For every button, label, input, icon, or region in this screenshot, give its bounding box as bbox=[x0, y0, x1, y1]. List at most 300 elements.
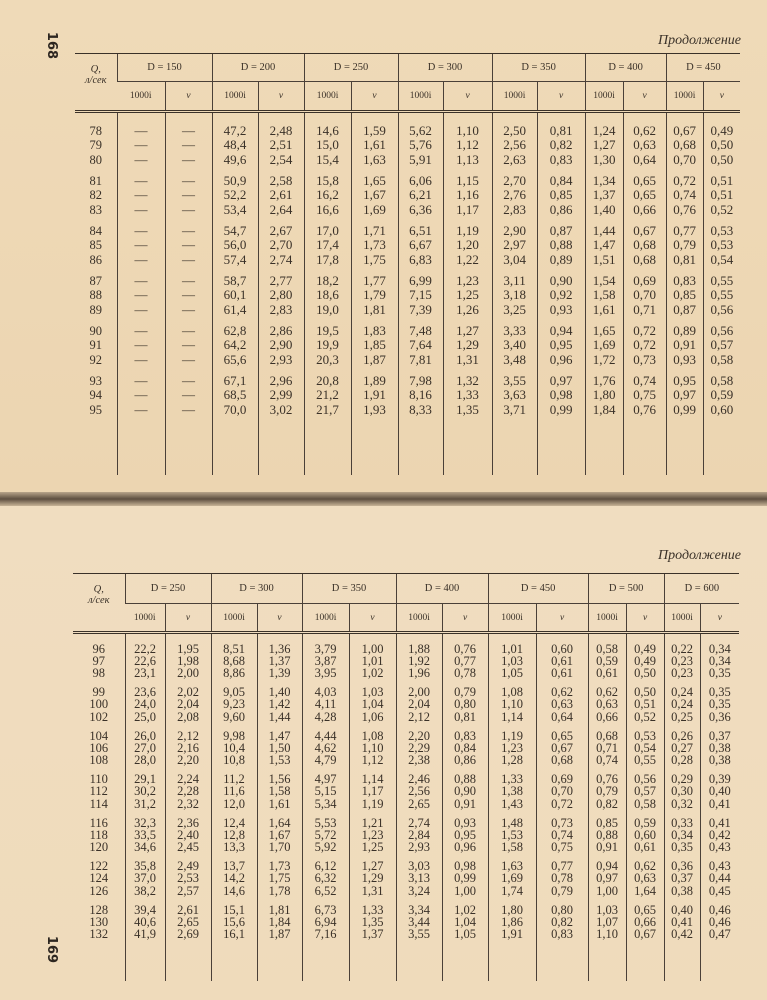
velocity-cell: 1,02 bbox=[442, 904, 488, 916]
table-row bbox=[75, 324, 740, 339]
head-loss-cell: 9,23 bbox=[211, 698, 257, 710]
head-loss-cell: 1,33 bbox=[488, 773, 536, 785]
head-loss-cell: 4,44 bbox=[302, 730, 349, 742]
head-loss-cell: 38,2 bbox=[125, 885, 165, 897]
head-loss-cell: 0,40 bbox=[664, 904, 700, 916]
head-loss-cell: 0,95 bbox=[666, 374, 703, 389]
velocity-cell: 1,58 bbox=[257, 785, 302, 797]
head-loss-cell: 0,66 bbox=[588, 711, 626, 723]
spacer-cell bbox=[125, 941, 165, 981]
velocity-cell: 0,68 bbox=[536, 754, 588, 766]
spacer-cell bbox=[396, 633, 442, 643]
diameter-header: D = 600 bbox=[664, 574, 739, 604]
velocity-cell: 0,57 bbox=[626, 785, 664, 797]
velocity-cell: 1,61 bbox=[257, 798, 302, 810]
head-loss-cell: 6,36 bbox=[398, 203, 443, 218]
head-loss-cell: 9,98 bbox=[211, 730, 257, 742]
head-loss-cell: — bbox=[117, 238, 165, 253]
velocity-cell: 1,83 bbox=[351, 324, 398, 339]
velocity-cell: 1,08 bbox=[349, 730, 396, 742]
velocity-cell: 0,67 bbox=[623, 224, 666, 239]
hydraulic-table bbox=[75, 53, 740, 475]
head-loss-cell: 1,58 bbox=[488, 841, 536, 853]
book-page-168 bbox=[0, 0, 767, 492]
velocity-cell: 0,46 bbox=[700, 904, 739, 916]
head-loss-cell: 0,22 bbox=[664, 643, 700, 655]
diameter-header: D = 350 bbox=[492, 54, 585, 82]
head-loss-subheader: 1000i bbox=[304, 82, 351, 112]
head-loss-cell: — bbox=[117, 388, 165, 403]
head-loss-cell: — bbox=[117, 138, 165, 153]
head-loss-cell: 34,6 bbox=[125, 841, 165, 853]
head-loss-cell: 0,24 bbox=[664, 698, 700, 710]
velocity-cell: 0,79 bbox=[536, 885, 588, 897]
head-loss-cell: 5,92 bbox=[302, 841, 349, 853]
head-loss-cell: 7,64 bbox=[398, 338, 443, 353]
head-loss-cell: 15,1 bbox=[211, 904, 257, 916]
head-loss-cell: 0,32 bbox=[664, 798, 700, 810]
velocity-cell: — bbox=[165, 303, 212, 318]
page-gutter bbox=[0, 492, 767, 506]
velocity-cell: 0,74 bbox=[623, 374, 666, 389]
head-loss-cell: 68,5 bbox=[212, 388, 258, 403]
spacer-cell bbox=[351, 112, 398, 124]
diameter-header: D = 250 bbox=[125, 574, 211, 604]
velocity-cell: 0,87 bbox=[537, 224, 585, 239]
head-loss-cell: 0,59 bbox=[588, 655, 626, 667]
velocity-cell: 1,93 bbox=[351, 403, 398, 418]
velocity-cell: 0,35 bbox=[700, 667, 739, 679]
head-loss-cell: 57,4 bbox=[212, 253, 258, 268]
head-loss-cell: 3,71 bbox=[492, 403, 537, 418]
head-loss-cell: 70,0 bbox=[212, 403, 258, 418]
head-loss-cell: 3,03 bbox=[396, 860, 442, 872]
table-row bbox=[73, 785, 739, 797]
velocity-cell: 0,64 bbox=[623, 153, 666, 168]
velocity-cell: 0,41 bbox=[700, 817, 739, 829]
velocity-cell: 0,51 bbox=[703, 174, 740, 189]
head-loss-cell: 3,44 bbox=[396, 916, 442, 928]
head-loss-cell: 53,4 bbox=[212, 203, 258, 218]
head-loss-cell: 2,93 bbox=[396, 841, 442, 853]
velocity-cell: 0,66 bbox=[623, 203, 666, 218]
head-loss-cell: 2,70 bbox=[492, 174, 537, 189]
velocity-cell: 0,96 bbox=[442, 841, 488, 853]
spacer-cell bbox=[700, 633, 739, 643]
velocity-cell: 0,59 bbox=[703, 388, 740, 403]
flow-rate-cell: 130 bbox=[89, 915, 109, 929]
velocity-cell: — bbox=[165, 374, 212, 389]
head-loss-cell: 2,97 bbox=[492, 238, 537, 253]
velocity-cell: 0,52 bbox=[703, 203, 740, 218]
head-loss-cell: 48,4 bbox=[212, 138, 258, 153]
flow-rate-cell: 85 bbox=[89, 238, 102, 252]
velocity-cell: 2,86 bbox=[258, 324, 304, 339]
velocity-cell: 0,63 bbox=[623, 138, 666, 153]
flow-rate-cell: 102 bbox=[89, 709, 109, 724]
head-loss-cell: 1,91 bbox=[488, 928, 536, 940]
head-loss-cell: 17,4 bbox=[304, 238, 351, 253]
diameter-header: D = 400 bbox=[396, 574, 488, 604]
head-loss-cell: — bbox=[117, 338, 165, 353]
velocity-cell: 0,62 bbox=[623, 124, 666, 139]
velocity-cell: 1,22 bbox=[443, 253, 492, 268]
velocity-subheader: v bbox=[536, 604, 588, 633]
head-loss-cell: 14,2 bbox=[211, 872, 257, 884]
head-loss-cell: 1,10 bbox=[488, 698, 536, 710]
velocity-cell: 2,61 bbox=[258, 188, 304, 203]
velocity-cell: 0,63 bbox=[536, 698, 588, 710]
head-loss-cell: 3,95 bbox=[302, 667, 349, 679]
head-loss-subheader: 1000i bbox=[492, 82, 537, 112]
head-loss-cell: 40,6 bbox=[125, 916, 165, 928]
velocity-cell: 0,60 bbox=[536, 643, 588, 655]
head-loss-cell: 5,53 bbox=[302, 817, 349, 829]
head-loss-cell: 0,29 bbox=[664, 773, 700, 785]
continuation-label: Продолжение bbox=[658, 33, 741, 48]
velocity-cell: 0,45 bbox=[700, 885, 739, 897]
spacer-cell bbox=[398, 112, 443, 124]
velocity-cell: 1,16 bbox=[443, 188, 492, 203]
head-loss-cell: 5,15 bbox=[302, 785, 349, 797]
velocity-cell: 0,50 bbox=[703, 153, 740, 168]
head-loss-cell: 25,0 bbox=[125, 711, 165, 723]
flow-rate-cell: 91 bbox=[89, 338, 102, 352]
flow-rate-cell: 104 bbox=[89, 728, 109, 743]
velocity-cell: 1,50 bbox=[257, 742, 302, 754]
flow-rate-cell: 124 bbox=[89, 871, 109, 886]
velocity-cell: 0,67 bbox=[536, 742, 588, 754]
head-loss-cell: 1,69 bbox=[488, 872, 536, 884]
velocity-cell: 1,85 bbox=[351, 338, 398, 353]
head-loss-subheader: 1000i bbox=[398, 82, 443, 112]
velocity-cell: 2,64 bbox=[258, 203, 304, 218]
velocity-cell: 0,75 bbox=[536, 841, 588, 853]
flow-rate-cell: 95 bbox=[89, 402, 102, 417]
spacer-cell bbox=[125, 633, 165, 643]
velocity-cell: 0,58 bbox=[626, 798, 664, 810]
velocity-cell: 1,63 bbox=[351, 153, 398, 168]
head-loss-cell: 3,55 bbox=[396, 928, 442, 940]
spacer-cell bbox=[623, 112, 666, 124]
head-loss-cell: 0,61 bbox=[588, 667, 626, 679]
velocity-cell: 0,70 bbox=[623, 288, 666, 303]
spacer-cell bbox=[349, 633, 396, 643]
head-loss-cell: 28,0 bbox=[125, 754, 165, 766]
velocity-cell: 1,95 bbox=[165, 643, 211, 655]
head-loss-cell: 6,32 bbox=[302, 872, 349, 884]
velocity-cell: 0,55 bbox=[703, 288, 740, 303]
velocity-cell: 1,00 bbox=[349, 643, 396, 655]
head-loss-cell: 22,6 bbox=[125, 655, 165, 667]
head-loss-cell: 2,29 bbox=[396, 742, 442, 754]
table-row bbox=[75, 303, 740, 318]
velocity-cell: 1,04 bbox=[349, 698, 396, 710]
head-loss-cell: 0,81 bbox=[666, 253, 703, 268]
head-loss-cell: 0,89 bbox=[666, 324, 703, 339]
head-loss-subheader: 1000i bbox=[211, 604, 257, 633]
velocity-cell: 2,28 bbox=[165, 785, 211, 797]
velocity-cell: 2,00 bbox=[165, 667, 211, 679]
velocity-cell: 2,45 bbox=[165, 841, 211, 853]
head-loss-cell: 0,42 bbox=[664, 928, 700, 940]
velocity-cell: — bbox=[165, 174, 212, 189]
head-loss-cell: 4,28 bbox=[302, 711, 349, 723]
head-loss-cell: 11,6 bbox=[211, 785, 257, 797]
velocity-cell: 1,29 bbox=[349, 872, 396, 884]
velocity-cell: 2,24 bbox=[165, 773, 211, 785]
head-loss-cell: 1,54 bbox=[585, 274, 623, 289]
continuation-label: Продолжение bbox=[658, 548, 741, 563]
head-loss-cell: 0,85 bbox=[588, 817, 626, 829]
velocity-cell: 0,99 bbox=[442, 872, 488, 884]
table-row bbox=[75, 153, 740, 168]
spacer-cell bbox=[488, 633, 536, 643]
head-loss-cell: 3,24 bbox=[396, 885, 442, 897]
head-loss-cell: 2,00 bbox=[396, 686, 442, 698]
table-row bbox=[75, 353, 740, 368]
velocity-cell: 1,71 bbox=[351, 224, 398, 239]
velocity-subheader: v bbox=[442, 604, 488, 633]
spacer-cell bbox=[117, 417, 165, 475]
head-loss-cell: 6,67 bbox=[398, 238, 443, 253]
velocity-cell: 0,63 bbox=[626, 872, 664, 884]
page-number: 169 bbox=[44, 935, 60, 964]
table-row bbox=[75, 224, 740, 239]
velocity-cell: 0,88 bbox=[442, 773, 488, 785]
velocity-cell: 0,91 bbox=[442, 798, 488, 810]
velocity-cell: — bbox=[165, 324, 212, 339]
head-loss-cell: 1,63 bbox=[488, 860, 536, 872]
head-loss-cell: 6,12 bbox=[302, 860, 349, 872]
velocity-cell: 1,27 bbox=[443, 324, 492, 339]
velocity-cell: 1,12 bbox=[443, 138, 492, 153]
head-loss-cell: 31,2 bbox=[125, 798, 165, 810]
velocity-cell: 0,49 bbox=[626, 655, 664, 667]
velocity-cell: — bbox=[165, 224, 212, 239]
velocity-cell: 1,91 bbox=[351, 388, 398, 403]
head-loss-cell: 21,2 bbox=[304, 388, 351, 403]
velocity-cell: 0,54 bbox=[626, 742, 664, 754]
head-loss-subheader: 1000i bbox=[117, 82, 165, 112]
velocity-cell: 0,84 bbox=[442, 742, 488, 754]
head-loss-cell: 7,39 bbox=[398, 303, 443, 318]
velocity-cell: 1,81 bbox=[257, 904, 302, 916]
velocity-cell: 0,58 bbox=[703, 374, 740, 389]
head-loss-cell: — bbox=[117, 324, 165, 339]
head-loss-cell: 0,79 bbox=[666, 238, 703, 253]
velocity-cell: 0,58 bbox=[703, 353, 740, 368]
head-loss-subheader: 1000i bbox=[588, 604, 626, 633]
head-loss-cell: 7,16 bbox=[302, 928, 349, 940]
flow-rate-cell: 84 bbox=[89, 223, 102, 238]
velocity-subheader: v bbox=[700, 604, 739, 633]
head-loss-cell: 19,0 bbox=[304, 303, 351, 318]
velocity-cell: 0,76 bbox=[623, 403, 666, 418]
head-loss-cell: 0,76 bbox=[588, 773, 626, 785]
velocity-cell: 1,67 bbox=[257, 829, 302, 841]
spacer-cell bbox=[588, 633, 626, 643]
spacer-cell bbox=[304, 417, 351, 475]
q-header-line: л/сек bbox=[87, 595, 110, 606]
head-loss-cell: 1,34 bbox=[585, 174, 623, 189]
head-loss-cell: 0,62 bbox=[588, 686, 626, 698]
velocity-cell: — bbox=[165, 388, 212, 403]
velocity-cell: 0,51 bbox=[703, 188, 740, 203]
head-loss-cell: 37,0 bbox=[125, 872, 165, 884]
head-loss-cell: — bbox=[117, 188, 165, 203]
velocity-cell: 1,67 bbox=[351, 188, 398, 203]
head-loss-cell: 8,86 bbox=[211, 667, 257, 679]
velocity-cell: 0,80 bbox=[442, 698, 488, 710]
velocity-cell: 1,32 bbox=[443, 374, 492, 389]
head-loss-cell: 3,04 bbox=[492, 253, 537, 268]
velocity-cell: 1,56 bbox=[257, 773, 302, 785]
velocity-cell: 2,53 bbox=[165, 872, 211, 884]
velocity-cell: 1,14 bbox=[349, 773, 396, 785]
spacer-cell bbox=[304, 112, 351, 124]
velocity-cell: 0,98 bbox=[442, 860, 488, 872]
head-loss-cell: — bbox=[117, 153, 165, 168]
spacer-cell bbox=[537, 417, 585, 475]
velocity-cell: 0,81 bbox=[537, 124, 585, 139]
velocity-cell: 0,43 bbox=[700, 860, 739, 872]
head-loss-subheader: 1000i bbox=[664, 604, 700, 633]
velocity-cell: 0,89 bbox=[537, 253, 585, 268]
head-loss-cell: — bbox=[117, 253, 165, 268]
spacer-cell bbox=[258, 417, 304, 475]
head-loss-cell: 0,77 bbox=[666, 224, 703, 239]
head-loss-cell: 24,0 bbox=[125, 698, 165, 710]
table-row bbox=[75, 138, 740, 153]
velocity-cell: — bbox=[165, 138, 212, 153]
head-loss-cell: 12,4 bbox=[211, 817, 257, 829]
flow-rate-cell: 120 bbox=[89, 840, 109, 855]
velocity-cell: 1,39 bbox=[257, 667, 302, 679]
diameter-header: D = 250 bbox=[304, 54, 398, 82]
head-loss-cell: 3,34 bbox=[396, 904, 442, 916]
head-loss-subheader: 1000i bbox=[666, 82, 703, 112]
velocity-cell: 0,81 bbox=[442, 711, 488, 723]
velocity-cell: 1,10 bbox=[349, 742, 396, 754]
head-loss-cell: 1,08 bbox=[488, 686, 536, 698]
head-loss-cell: 2,04 bbox=[396, 698, 442, 710]
velocity-cell: 2,93 bbox=[258, 353, 304, 368]
spacer-cell bbox=[664, 633, 700, 643]
velocity-cell: 0,79 bbox=[442, 686, 488, 698]
head-loss-cell: 10,8 bbox=[211, 754, 257, 766]
velocity-cell: 1,40 bbox=[257, 686, 302, 698]
head-loss-cell: 6,83 bbox=[398, 253, 443, 268]
table-row bbox=[75, 253, 740, 268]
head-loss-cell: 1,74 bbox=[488, 885, 536, 897]
velocity-cell: 0,56 bbox=[626, 773, 664, 785]
velocity-cell: 0,94 bbox=[537, 324, 585, 339]
head-loss-cell: 1,84 bbox=[585, 403, 623, 418]
flow-rate-cell: 108 bbox=[89, 753, 109, 768]
head-loss-cell: 0,97 bbox=[666, 388, 703, 403]
flow-rate-cell: 96 bbox=[92, 641, 105, 656]
velocity-cell: 0,65 bbox=[623, 188, 666, 203]
head-loss-cell: 58,7 bbox=[212, 274, 258, 289]
head-loss-cell: 67,1 bbox=[212, 374, 258, 389]
velocity-cell: 1,25 bbox=[349, 841, 396, 853]
table-row bbox=[73, 885, 739, 897]
head-loss-cell: 3,40 bbox=[492, 338, 537, 353]
head-loss-cell: 1,24 bbox=[585, 124, 623, 139]
head-loss-subheader: 1000i bbox=[488, 604, 536, 633]
velocity-cell: 0,65 bbox=[623, 174, 666, 189]
head-loss-cell: 41,9 bbox=[125, 928, 165, 940]
head-loss-cell: — bbox=[117, 124, 165, 139]
head-loss-cell: 27,0 bbox=[125, 742, 165, 754]
head-loss-cell: 49,6 bbox=[212, 153, 258, 168]
velocity-cell: 0,44 bbox=[700, 872, 739, 884]
velocity-cell: 1,64 bbox=[257, 817, 302, 829]
head-loss-cell: 1,03 bbox=[588, 904, 626, 916]
spacer-cell bbox=[396, 941, 442, 981]
head-loss-cell: 2,63 bbox=[492, 153, 537, 168]
head-loss-cell: — bbox=[117, 224, 165, 239]
velocity-cell: 0,53 bbox=[626, 730, 664, 742]
head-loss-cell: 6,94 bbox=[302, 916, 349, 928]
velocity-cell: 0,80 bbox=[536, 904, 588, 916]
velocity-cell: 2,48 bbox=[258, 124, 304, 139]
spacer-cell bbox=[165, 941, 211, 981]
diameter-header: D = 350 bbox=[302, 574, 396, 604]
velocity-cell: 2,08 bbox=[165, 711, 211, 723]
velocity-cell: 2,40 bbox=[165, 829, 211, 841]
table-row bbox=[73, 798, 739, 810]
head-loss-cell: 4,03 bbox=[302, 686, 349, 698]
head-loss-cell: 18,2 bbox=[304, 274, 351, 289]
velocity-cell: 0,55 bbox=[703, 274, 740, 289]
head-loss-cell: 2,20 bbox=[396, 730, 442, 742]
table-row bbox=[73, 841, 739, 853]
spacer-cell bbox=[585, 112, 623, 124]
head-loss-cell: 0,87 bbox=[666, 303, 703, 318]
head-loss-subheader: 1000i bbox=[125, 604, 165, 633]
velocity-cell: 0,42 bbox=[700, 829, 739, 841]
table-row bbox=[75, 403, 740, 418]
velocity-cell: 0,67 bbox=[626, 928, 664, 940]
head-loss-cell: 0,26 bbox=[664, 730, 700, 742]
table-row bbox=[73, 698, 739, 710]
head-loss-cell: 2,56 bbox=[492, 138, 537, 153]
head-loss-cell: 2,83 bbox=[492, 203, 537, 218]
velocity-cell: 0,95 bbox=[537, 338, 585, 353]
velocity-cell: 2,74 bbox=[258, 253, 304, 268]
head-loss-cell: 3,55 bbox=[492, 374, 537, 389]
velocity-cell: 0,65 bbox=[536, 730, 588, 742]
velocity-cell: 0,39 bbox=[700, 773, 739, 785]
head-loss-cell: 0,91 bbox=[666, 338, 703, 353]
head-loss-cell: 0,67 bbox=[666, 124, 703, 139]
velocity-cell: 0,60 bbox=[703, 403, 740, 418]
head-loss-cell: 7,81 bbox=[398, 353, 443, 368]
head-loss-cell: 16,1 bbox=[211, 928, 257, 940]
velocity-cell: 0,43 bbox=[700, 841, 739, 853]
head-loss-cell: 0,41 bbox=[664, 916, 700, 928]
velocity-subheader: v bbox=[443, 82, 492, 112]
velocity-cell: 0,61 bbox=[626, 841, 664, 853]
head-loss-cell: 0,33 bbox=[664, 817, 700, 829]
head-loss-cell: 15,6 bbox=[211, 916, 257, 928]
head-loss-cell: 3,25 bbox=[492, 303, 537, 318]
velocity-cell: 0,93 bbox=[442, 817, 488, 829]
head-loss-cell: 1,88 bbox=[396, 643, 442, 655]
spacer-cell bbox=[666, 112, 703, 124]
